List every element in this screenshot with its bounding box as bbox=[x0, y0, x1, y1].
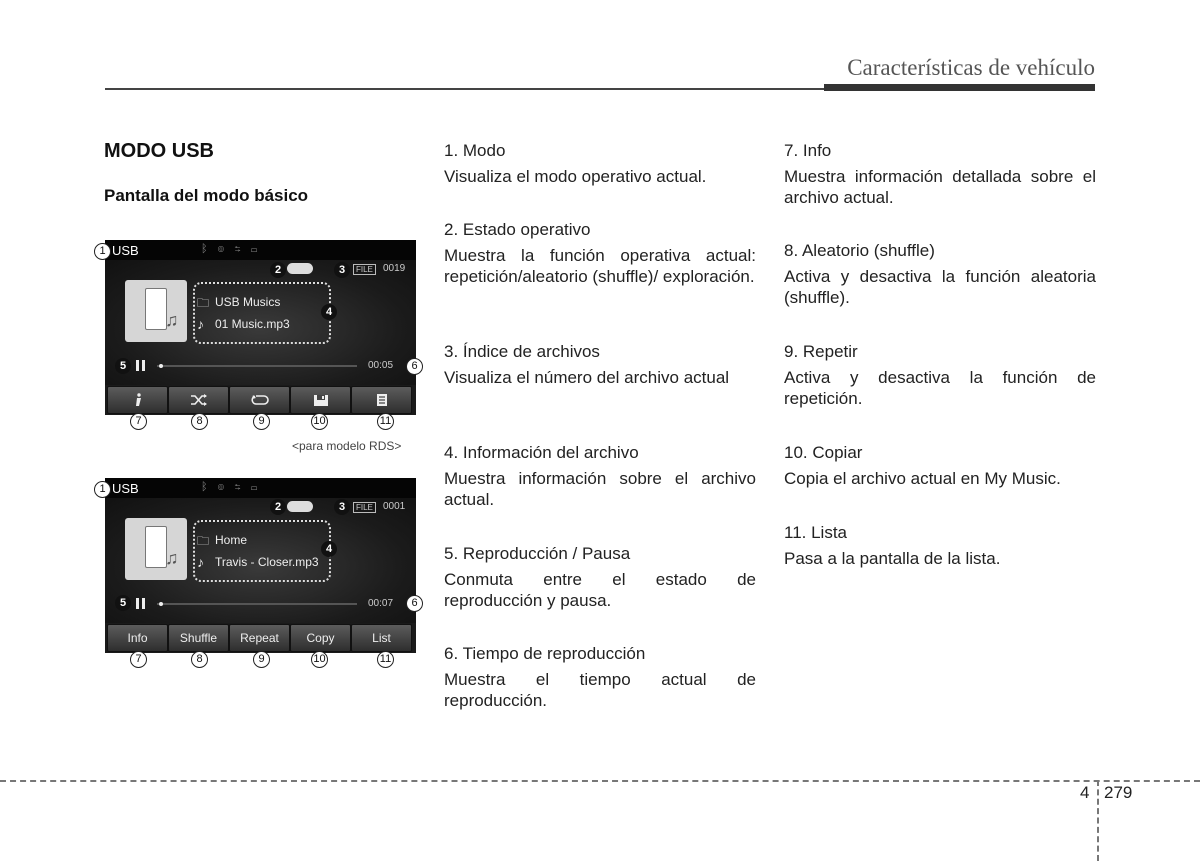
status-icons: ᛒ◎⇆▭ bbox=[201, 481, 268, 493]
item-info bbox=[784, 140, 1096, 208]
callout-6: 6 bbox=[406, 595, 423, 612]
item-body: Visualiza el número del archivo actual bbox=[444, 368, 730, 387]
progress-thumb[interactable] bbox=[159, 364, 163, 368]
save-icon bbox=[313, 393, 329, 407]
mode-label: USB bbox=[112, 243, 139, 258]
progress-thumb[interactable] bbox=[159, 602, 163, 606]
play-time: 00:05 bbox=[368, 360, 394, 371]
callout-6: 6 bbox=[406, 358, 423, 375]
item-heading: 11. Lista bbox=[784, 523, 848, 542]
item-body: Conmuta entre el estado de reproducción y pausa. bbox=[444, 570, 756, 610]
callout-1: 1 bbox=[94, 243, 111, 260]
file-label: FILE bbox=[353, 502, 376, 513]
callout-2: 2 bbox=[270, 262, 286, 278]
pause-icon[interactable] bbox=[136, 360, 145, 371]
rds-caption: <para modelo RDS> bbox=[292, 439, 402, 453]
usb-screen-icons bbox=[105, 240, 416, 415]
item-heading: 8. Aleatorio (shuffle) bbox=[784, 241, 935, 260]
item-body: Muestra la función operativa actual: repetición/aleatorio (shuffle)/ exploración. bbox=[444, 246, 756, 286]
callout-3: 3 bbox=[334, 499, 350, 515]
repeat-icon bbox=[251, 393, 269, 407]
item-heading: 9. Repetir bbox=[784, 342, 858, 361]
callout-9: 9 bbox=[253, 413, 270, 430]
callout-8: 8 bbox=[191, 651, 208, 668]
item-heading: 2. Estado operativo bbox=[444, 220, 591, 239]
item-repeat bbox=[784, 341, 1096, 409]
shuffle-icon bbox=[190, 393, 208, 407]
item-list bbox=[784, 522, 1096, 569]
item-body: Activa y desactiva la función de repetición. bbox=[784, 368, 1096, 408]
item-body: Muestra información detallada sobre el archivo actual. bbox=[784, 167, 1096, 207]
section-subtitle: Pantalla del modo básico bbox=[104, 186, 309, 205]
list-icon bbox=[375, 393, 389, 407]
callout-8: 8 bbox=[191, 413, 208, 430]
section-title: MODO USB bbox=[104, 140, 214, 162]
play-time: 00:07 bbox=[368, 598, 394, 609]
mode-label: USB bbox=[112, 481, 139, 496]
item-heading: 10. Copiar bbox=[784, 443, 863, 462]
list-button[interactable] bbox=[351, 386, 412, 414]
copy-button[interactable]: Copy bbox=[290, 624, 351, 652]
callout-7: 7 bbox=[130, 413, 147, 430]
callout-5: 5 bbox=[115, 595, 131, 611]
item-play-pause bbox=[444, 543, 756, 611]
item-copy bbox=[784, 442, 1096, 489]
chapter-title: Características de vehículo bbox=[847, 55, 1095, 80]
item-body: Copia el archivo actual en My Music. bbox=[784, 469, 1061, 488]
track-note-icon: ♪ bbox=[197, 316, 204, 332]
item-shuffle bbox=[784, 240, 1096, 308]
track-note-icon: ♪ bbox=[197, 554, 204, 570]
item-heading: 5. Reproducción / Pausa bbox=[444, 544, 631, 563]
info-button[interactable] bbox=[107, 386, 168, 414]
callout-10: 10 bbox=[311, 651, 328, 668]
callout-2: 2 bbox=[270, 499, 286, 515]
file-label: FILE bbox=[353, 264, 376, 275]
item-operating-state bbox=[444, 219, 756, 287]
chapter-number: 4 bbox=[1080, 783, 1090, 802]
item-file-index bbox=[444, 341, 756, 388]
repeat-button[interactable]: Repeat bbox=[229, 624, 290, 652]
item-mode bbox=[444, 140, 756, 187]
footer-divider bbox=[0, 780, 1200, 782]
item-body: Activa y desactiva la función aleatoria (shuffle). bbox=[784, 267, 1096, 307]
repeat-button[interactable] bbox=[229, 386, 290, 414]
usb-device-icon bbox=[125, 280, 187, 342]
callout-5: 5 bbox=[115, 358, 131, 374]
item-body: Muestra el tiempo actual de reproducción. bbox=[444, 670, 756, 710]
folder-icon: 🗀 bbox=[197, 534, 210, 548]
item-file-info bbox=[444, 442, 756, 510]
item-body: Muestra información sobre el archivo actual. bbox=[444, 469, 756, 509]
item-body: Pasa a la pantalla de la lista. bbox=[784, 549, 1001, 568]
item-heading: 7. Info bbox=[784, 141, 832, 160]
track-name: Travis - Closer.mp3 bbox=[215, 555, 319, 569]
progress-track[interactable] bbox=[157, 365, 357, 367]
music-note-icon: ♫ bbox=[165, 310, 179, 330]
track-name: 01 Music.mp3 bbox=[215, 317, 290, 331]
callout-1: 1 bbox=[94, 481, 111, 498]
folder-name: Home bbox=[215, 533, 248, 547]
file-index: 0019 bbox=[383, 263, 406, 274]
item-heading: 3. Índice de archivos bbox=[444, 342, 600, 361]
shuffle-button[interactable] bbox=[168, 386, 229, 414]
operating-state-icon bbox=[287, 501, 313, 512]
footer-vertical-divider bbox=[1097, 780, 1099, 861]
list-button[interactable]: List bbox=[351, 624, 412, 652]
item-heading: 4. Información del archivo bbox=[444, 443, 639, 462]
shuffle-button[interactable]: Shuffle bbox=[168, 624, 229, 652]
item-play-time bbox=[444, 643, 756, 711]
copy-button[interactable] bbox=[290, 386, 351, 414]
page-number: 279 bbox=[1104, 783, 1133, 802]
callout-4: 4 bbox=[321, 304, 337, 320]
file-index: 0001 bbox=[383, 501, 406, 512]
progress-track[interactable] bbox=[157, 603, 357, 605]
status-icons: ᛒ◎⇆▭ bbox=[201, 243, 268, 255]
pause-icon[interactable] bbox=[136, 598, 145, 609]
file-info-box bbox=[193, 520, 331, 582]
operating-state-icon bbox=[287, 263, 313, 274]
callout-10: 10 bbox=[311, 413, 328, 430]
callout-11: 11 bbox=[377, 413, 394, 430]
folder-icon: 🗀 bbox=[197, 296, 210, 310]
callout-11: 11 bbox=[377, 651, 394, 668]
item-heading: 1. Modo bbox=[444, 141, 506, 160]
item-heading: 6. Tiempo de reproducción bbox=[444, 644, 646, 663]
header-rule-accent bbox=[824, 84, 1095, 91]
folder-name: USB Musics bbox=[215, 295, 281, 309]
info-button[interactable]: Info bbox=[107, 624, 168, 652]
usb-device-icon bbox=[125, 518, 187, 580]
usb-screen-text bbox=[105, 478, 416, 653]
callout-4: 4 bbox=[321, 541, 337, 557]
callout-9: 9 bbox=[253, 651, 270, 668]
file-info-box bbox=[193, 282, 331, 344]
callout-7: 7 bbox=[130, 651, 147, 668]
callout-3: 3 bbox=[334, 262, 350, 278]
item-body: Visualiza el modo operativo actual. bbox=[444, 167, 707, 186]
info-icon bbox=[132, 393, 144, 407]
music-note-icon: ♫ bbox=[165, 548, 179, 568]
